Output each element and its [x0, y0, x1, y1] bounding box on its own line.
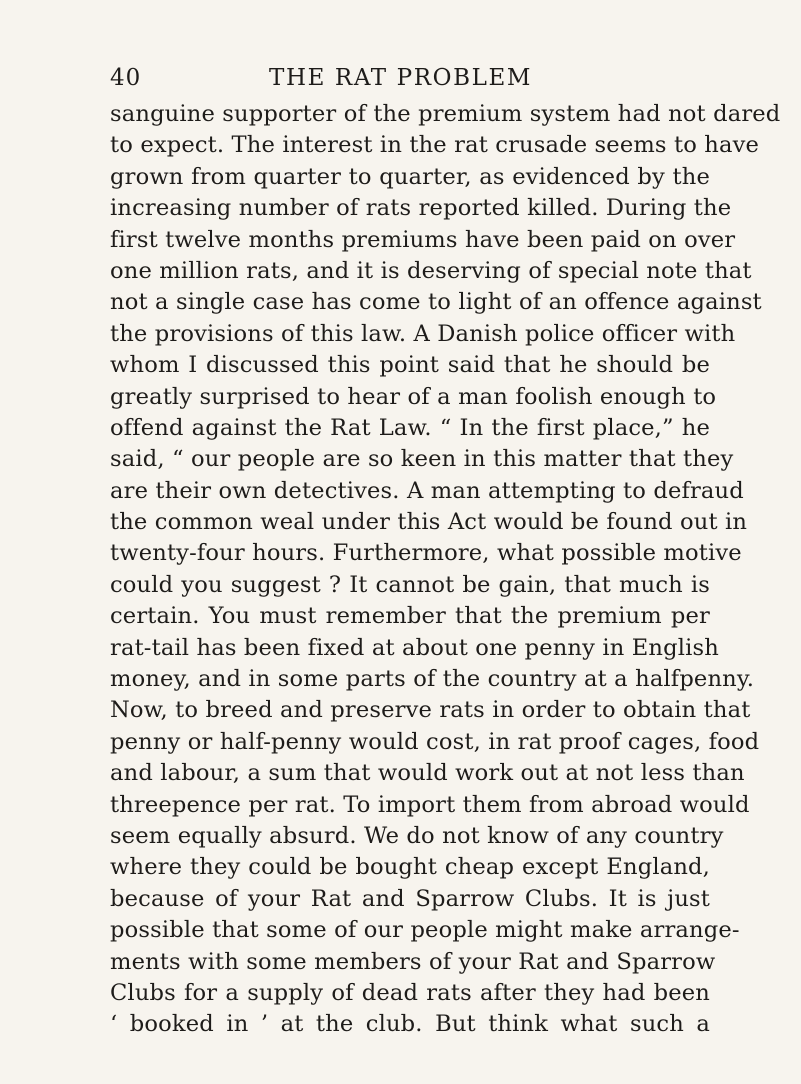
- text-line: where they could be bought cheap except England,: [110, 854, 710, 881]
- text-line: Now, to breed and preserve rats in order to obtain that: [110, 697, 751, 724]
- text-line: penny or half-penny would cost, in rat proof cages, food: [110, 728, 760, 755]
- text-line: whom I discussed this point said that he should be: [110, 352, 710, 379]
- text-line: increasing number of rats reported killed. During the: [110, 195, 732, 222]
- text-line: ‘ booked in ’ at the club. But think what such a: [110, 1011, 710, 1038]
- text-line: grown from quarter to quarter, as evidenced by the: [110, 163, 710, 190]
- text-line: could you suggest ? It cannot be gain, that much is: [110, 571, 710, 598]
- running-title: THE RAT PROBLEM: [269, 65, 532, 91]
- text-line: possible that some of our people might make arrange-: [110, 917, 740, 944]
- text-line: ments with some members of your Rat and Sparrow: [110, 948, 716, 975]
- text-line: not a single case has come to light of an offence against: [110, 289, 762, 316]
- text-line: money, and in some parts of the country at a halfpenny.: [110, 666, 755, 693]
- text-line: sanguine supporter of the premium system had not dared: [110, 101, 781, 127]
- text-line: certain. You must remember that the premium per: [110, 603, 710, 630]
- text-line: are their own detectives. A man attempting to defraud: [110, 477, 744, 504]
- text-line: because of your Rat and Sparrow Clubs. It is just: [110, 885, 710, 912]
- text-line: the provisions of this law. A Danish police officer with: [110, 320, 736, 347]
- text-line: first twelve months premiums have been paid on over: [110, 226, 736, 253]
- body-text: [110, 99, 781, 1041]
- text-line: rat-tail has been fixed at about one penny in English: [110, 634, 719, 661]
- text-line: the common weal under this Act would be found out in: [110, 509, 748, 536]
- text-line: and labour, a sum that would work out at not less than: [110, 760, 745, 787]
- text-line: offend against the Rat Law. “ In the first place,” he: [110, 414, 710, 441]
- page-number: 40: [110, 65, 142, 91]
- text-line: said, “ our people are so keen in this matter that they: [110, 446, 734, 473]
- text-line: threepence per rat. To import them from abroad would: [110, 791, 750, 818]
- text-line: one million rats, and it is deserving of special note that: [110, 257, 752, 284]
- text-line: seem equally absurd. We do not know of any country: [110, 822, 724, 849]
- text-line: greatly surprised to hear of a man foolish enough to: [110, 383, 717, 410]
- text-line: Clubs for a supply of dead rats after they had been: [110, 979, 710, 1006]
- text-line: to expect. The interest in the rat crusade seems to have: [110, 132, 760, 159]
- text-line: twenty-four hours. Furthermore, what possible motive: [110, 540, 742, 567]
